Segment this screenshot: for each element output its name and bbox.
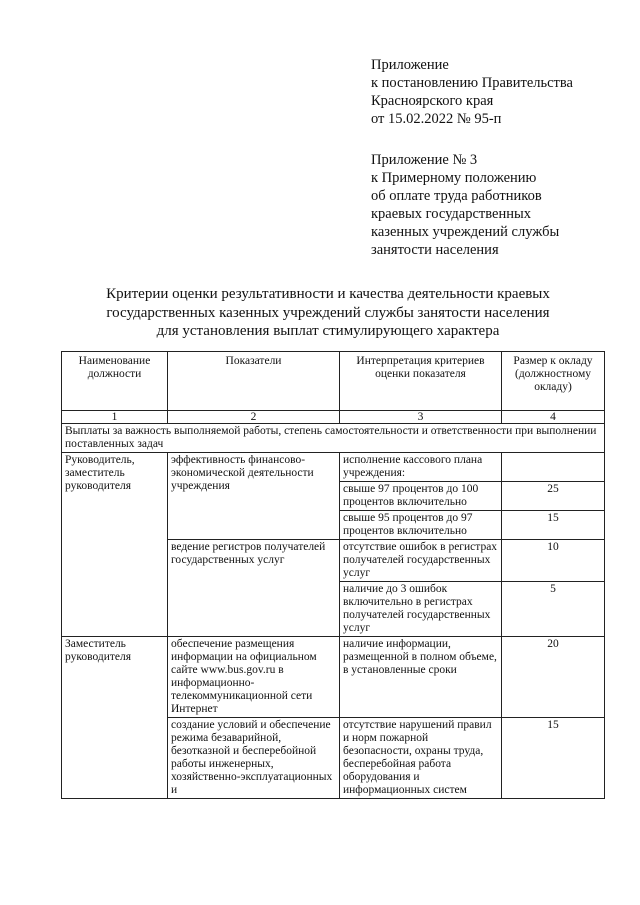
header-position: Наименование должности xyxy=(62,352,168,411)
indicator-cell: обеспечение размещения информации на официальном сайте www.bus.gov.ru в информационно-телекоммуникационной сети Интернет xyxy=(168,637,340,718)
table-header-row xyxy=(62,352,605,411)
title-line: государственных казенных учреждений службы занятости населения xyxy=(106,304,550,321)
column-number-row xyxy=(62,411,605,424)
column-number: 3 xyxy=(340,411,502,424)
interpretation-cell: свыше 95 процентов до 97 процентов включительно xyxy=(340,511,502,540)
spacer xyxy=(371,128,621,151)
document-title xyxy=(60,285,596,341)
indicator-cell: создание условий и обеспечение режима безаварийной, безотказной и бесперебойной работы инженерных, хозяйственно-эксплуатационных и xyxy=(168,718,340,799)
column-number: 1 xyxy=(62,411,168,424)
value-cell: 5 xyxy=(502,582,605,637)
criteria-table xyxy=(61,351,605,799)
appendix-line: об оплате труда работников xyxy=(371,188,542,204)
appendix-header xyxy=(371,56,621,259)
appendix-line: Красноярского края xyxy=(371,93,494,109)
appendix-line: к Примерному положению xyxy=(371,170,537,186)
indicator-cell: ведение регистров получателей государственных услуг xyxy=(168,540,340,637)
value-cell: 15 xyxy=(502,511,605,540)
appendix-line: занятости населения xyxy=(371,242,499,258)
header-indicators: Показатели xyxy=(168,352,340,411)
header-size: Размер к окладу (должностному окладу) xyxy=(502,352,605,411)
section-title: Выплаты за важность выполняемой работы, степень самостоятельности и ответственности при выполнении поставленных задач xyxy=(62,424,605,453)
position-cell: Руководитель, заместитель руководителя xyxy=(62,453,168,637)
appendix-line: Приложение № 3 xyxy=(371,152,478,168)
appendix-line: к постановлению Правительства xyxy=(371,75,573,91)
interpretation-cell: наличие до 3 ошибок включительно в регистрах получателей государственных услуг xyxy=(340,582,502,637)
interpretation-cell: свыше 97 процентов до 100 процентов включительно xyxy=(340,482,502,511)
interpretation-cell: наличие информации, размещенной в полном объеме, в установленные сроки xyxy=(340,637,502,718)
value-cell: 25 xyxy=(502,482,605,511)
table-row xyxy=(62,453,605,482)
appendix-line: краевых государственных xyxy=(371,206,531,222)
header-interpretation: Интерпретация критериев оценки показателя xyxy=(340,352,502,411)
appendix-line: от 15.02.2022 № 95-п xyxy=(371,111,502,127)
interpretation-cell: отсутствие ошибок в регистрах получателей государственных услуг xyxy=(340,540,502,582)
title-line: Критерии оценки результативности и качества деятельности краевых xyxy=(106,286,550,302)
appendix-line: Приложение xyxy=(371,57,449,73)
value-cell xyxy=(502,453,605,482)
indicator-cell: эффективность финансово-экономической деятельности учреждения xyxy=(168,453,340,540)
section-row xyxy=(62,424,605,453)
title-line: для установления выплат стимулирующего характера xyxy=(156,323,500,339)
table-row xyxy=(62,637,605,718)
value-cell: 20 xyxy=(502,637,605,718)
value-cell: 10 xyxy=(502,540,605,582)
interpretation-cell: исполнение кассового плана учреждения: xyxy=(340,453,502,482)
interpretation-cell: отсутствие нарушений правил и норм пожарной безопасности, охраны труда, бесперебойная работа оборудования и информационных систем xyxy=(340,718,502,799)
position-cell: Заместитель руководителя xyxy=(62,637,168,799)
column-number: 2 xyxy=(168,411,340,424)
column-number: 4 xyxy=(502,411,605,424)
appendix-line: казенных учреждений службы xyxy=(371,224,560,240)
value-cell: 15 xyxy=(502,718,605,799)
